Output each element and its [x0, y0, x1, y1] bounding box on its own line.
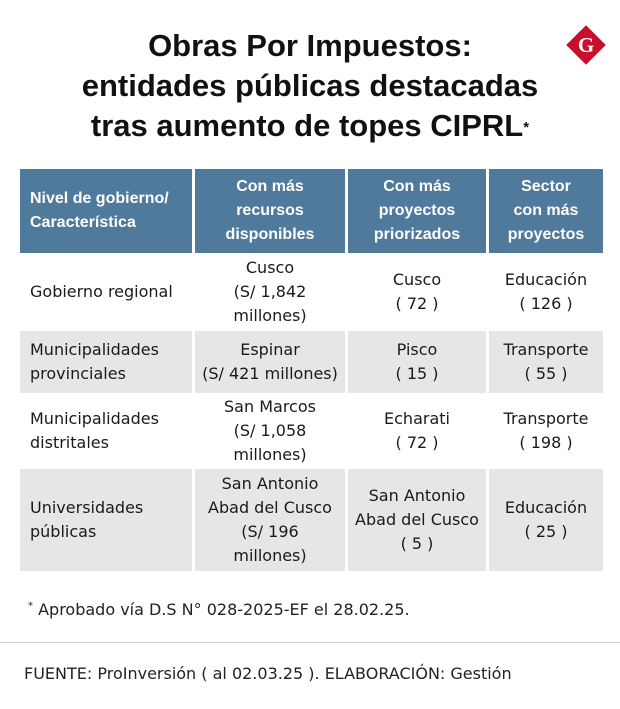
header-line: proyectos [507, 226, 585, 243]
cell-line: ( 72 ) [395, 294, 439, 313]
footnote-mark: * [28, 600, 33, 612]
cell-nivel [20, 469, 192, 571]
cell-line: distritales [30, 433, 109, 452]
footnote [28, 600, 410, 619]
cell-sector [489, 393, 603, 469]
cell-line: Gobierno regional [30, 282, 173, 301]
header-line: priorizados [373, 226, 461, 243]
cell-line: San Marcos [224, 397, 316, 416]
cell-proyectos [348, 253, 486, 331]
cell-sector [489, 469, 603, 571]
footnote-text: Aprobado vía D.S N° 028-2025-EF el 28.02.25. [38, 600, 410, 619]
gestion-logo-icon [566, 25, 606, 65]
cell-line: ( 5 ) [400, 534, 434, 553]
cell-line: millones) [233, 445, 307, 464]
cell-line: ( 25 ) [524, 522, 568, 541]
data-table-container [20, 169, 600, 571]
header-line: recursos [236, 202, 304, 219]
cell-line: (S/ 1,058 [233, 421, 307, 440]
cell-line: Abad del Cusco [208, 498, 332, 517]
cell-line: Universidades [30, 498, 144, 517]
cell-recursos [195, 253, 345, 331]
cell-line: Transporte [503, 409, 589, 428]
header-line: Nivel de gobierno/ [30, 190, 169, 207]
table-row [20, 253, 603, 331]
cell-recursos [195, 331, 345, 393]
cell-line: (S/ 1,842 [233, 282, 307, 301]
table-row [20, 393, 603, 469]
header-recursos [195, 169, 345, 253]
title-line-3 [0, 106, 620, 146]
cell-line: provinciales [30, 364, 126, 383]
cell-line: Municipalidades [30, 340, 159, 359]
cell-line: ( 55 ) [524, 364, 568, 383]
data-table [17, 169, 606, 571]
header-nivel [20, 169, 192, 253]
cell-nivel [20, 393, 192, 469]
cell-line: Echarati [384, 409, 450, 428]
cell-line: (S/ 196 [241, 522, 299, 541]
cell-line: Pisco [396, 340, 438, 359]
cell-recursos [195, 469, 345, 571]
divider [0, 642, 620, 643]
header-line: Con más [383, 178, 451, 195]
cell-line: San Antonio [221, 474, 319, 493]
cell-line: millones) [233, 306, 307, 325]
cell-line: ( 198 ) [519, 433, 573, 452]
title-line-3-text: tras aumento de topes CIPRL [90, 108, 524, 143]
cell-line: San Antonio [368, 486, 466, 505]
cell-line: Espinar [240, 340, 300, 359]
cell-line: públicas [30, 522, 97, 541]
cell-line: Transporte [503, 340, 589, 359]
cell-line: ( 72 ) [395, 433, 439, 452]
cell-line: Educación [504, 498, 588, 517]
cell-line: Cusco [392, 270, 442, 289]
cell-line: Abad del Cusco [355, 510, 479, 529]
cell-proyectos [348, 469, 486, 571]
header-proyectos [348, 169, 486, 253]
cell-line: Cusco [245, 258, 295, 277]
source-credit: FUENTE: ProInversión ( al 02.03.25 ). ELABORACIÓN: Gestión [24, 664, 512, 683]
table-row [20, 331, 603, 393]
table-header-row [20, 169, 603, 253]
cell-nivel [20, 331, 192, 393]
header-line: Sector [521, 178, 571, 195]
cell-recursos [195, 393, 345, 469]
cell-sector [489, 253, 603, 331]
cell-sector [489, 331, 603, 393]
page-title [0, 26, 620, 146]
logo-letter: G [577, 33, 595, 57]
cell-line: ( 126 ) [519, 294, 573, 313]
header-line: disponibles [225, 226, 315, 243]
cell-nivel [20, 253, 192, 331]
cell-line: (S/ 421 millones) [202, 364, 338, 383]
header-line: Característica [30, 214, 136, 231]
cell-proyectos [348, 393, 486, 469]
header-line: con más [513, 202, 579, 219]
cell-proyectos [348, 331, 486, 393]
header-line: proyectos [378, 202, 456, 219]
cell-line: Municipalidades [30, 409, 159, 428]
title-line-2: entidades públicas destacadas [81, 68, 539, 103]
header-line: Con más [236, 178, 304, 195]
title-asterisk: * [523, 119, 530, 136]
title-line-1: Obras Por Impuestos: [148, 28, 472, 63]
cell-line: millones) [233, 546, 307, 565]
table-row [20, 469, 603, 571]
header-sector [489, 169, 603, 253]
cell-line: Educación [504, 270, 588, 289]
cell-line: ( 15 ) [395, 364, 439, 383]
